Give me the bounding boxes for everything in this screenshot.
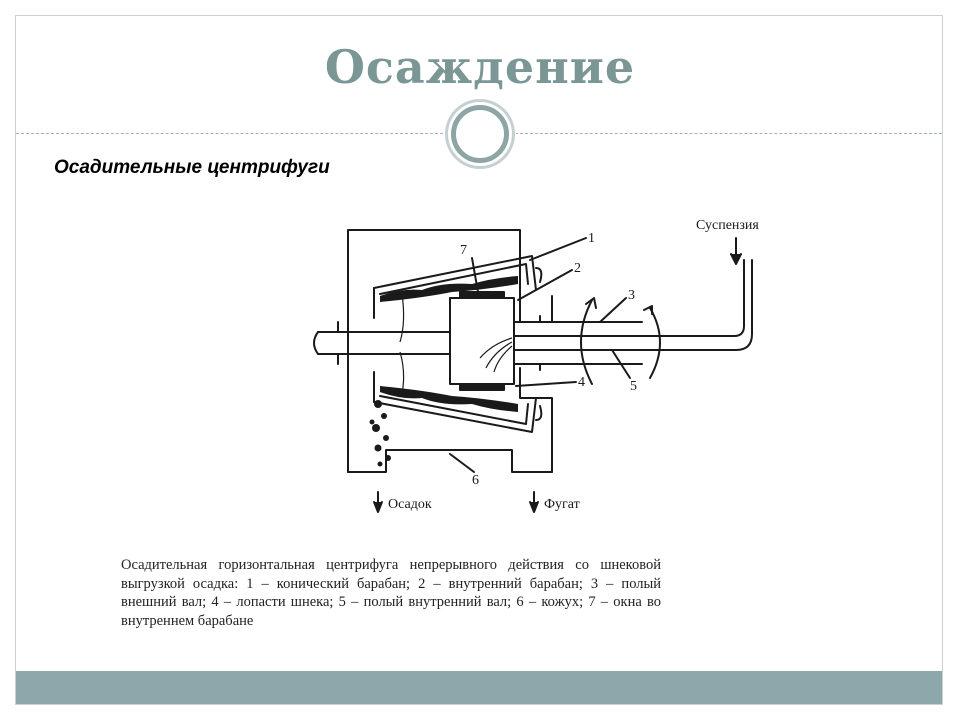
left-shaft — [318, 332, 450, 354]
part-label-7: 7 — [460, 243, 467, 258]
part-label-1: 1 — [588, 231, 595, 246]
sediment-label: Осадок — [388, 497, 432, 512]
inner-drum-window-bottom — [460, 384, 504, 390]
rotation-arrow-left — [581, 300, 592, 384]
ring-ornament-icon — [451, 105, 509, 163]
part-label-5: 5 — [630, 379, 637, 394]
part-label-2: 2 — [574, 261, 581, 276]
centrifuge-drawing — [282, 172, 780, 518]
rotation-arrow-right — [650, 308, 660, 378]
centrifuge-diagram — [282, 172, 780, 518]
left-shaft-end — [314, 332, 318, 354]
leader-4 — [516, 382, 576, 386]
leader-3 — [600, 298, 626, 322]
inner-drum-window-top — [460, 292, 504, 298]
footer-bar — [16, 671, 942, 704]
part-label-4: 4 — [578, 375, 585, 390]
leader-6 — [450, 454, 474, 472]
sediment-layer — [370, 276, 519, 467]
outer-shaft — [514, 322, 642, 364]
slide-title: Осаждение — [324, 40, 636, 94]
feed-label: Суспензия — [696, 218, 759, 233]
part-label-3: 3 — [628, 288, 635, 303]
filtrate-label: Фугат — [544, 497, 580, 512]
leader-1 — [530, 238, 586, 260]
slide-subtitle: Осадительные центрифуги — [54, 157, 330, 178]
casing-right-upper — [520, 296, 552, 322]
casing-left — [348, 230, 520, 472]
figure-caption: Осадительная горизонтальная центрифуга непрерывного действия со шнековой выгрузкой осадка: 1 – конический барабан; 2 – внутренний барабан; 3 – полый внешний вал; 4 – лопасти шнека; 5 – полый внутренний вал; 6 – кожух; 7 – окна во внутреннем барабане — [121, 557, 661, 629]
part-label-6: 6 — [472, 473, 479, 488]
